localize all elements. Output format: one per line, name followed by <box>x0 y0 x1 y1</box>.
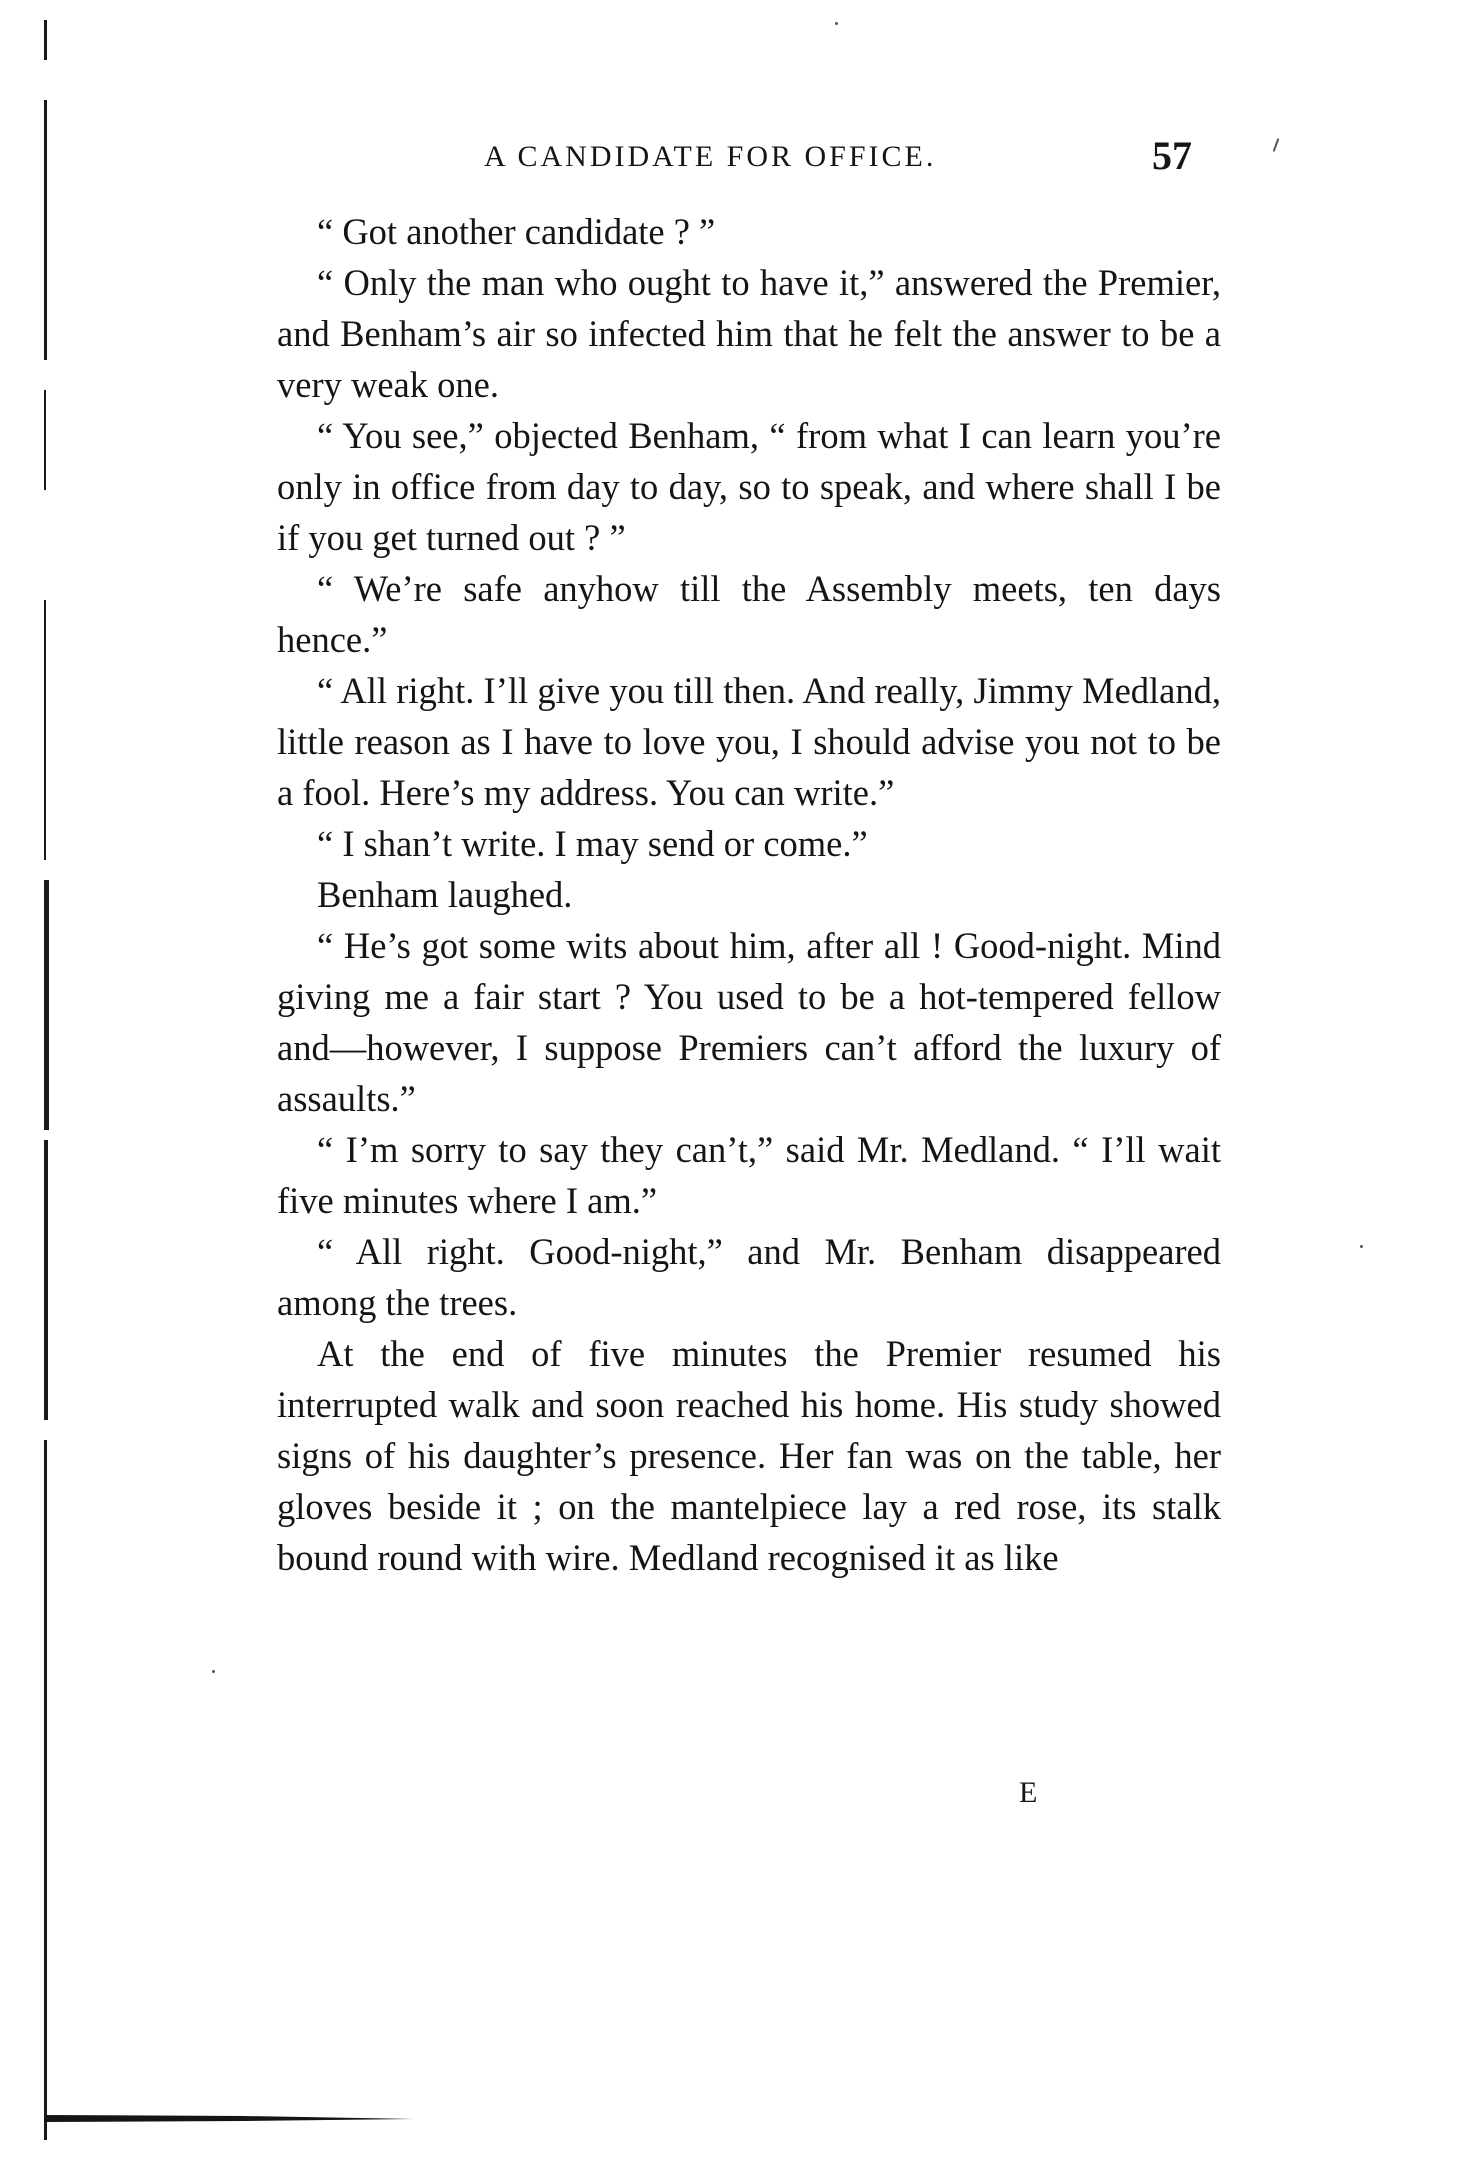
signature-mark: E <box>1019 1776 1039 1809</box>
paragraph: “ All right. I’ll give you till then. And really, Jimmy Medland, little reason as I have to love you, I should advise you not to be a fool. Here’s my address. You can write.” <box>277 670 1221 813</box>
scan-speck <box>212 1670 215 1673</box>
body-text <box>277 206 1221 1583</box>
paragraph: “ Got another candidate ? ” <box>317 211 716 252</box>
paragraph: Benham laughed. <box>317 874 573 915</box>
paragraph: “ All right. Good-night,” and Mr. Benham disappeared among the trees. <box>277 1231 1221 1323</box>
running-head <box>0 132 1478 182</box>
binding-bottom-rule <box>44 2110 414 2120</box>
paragraph: “ He’s got some wits about him, after all ! Good-night. Mind giving me a fair start ? You used to be a hot-tempered fellow and—however, I suppose Premiers can’t afford the luxury of assaults.” <box>277 925 1221 1119</box>
paragraph: “ Only the man who ought to have it,” answered the Premier, and Benham’s air so infected him that he felt the answer to be a very weak one. <box>277 262 1221 405</box>
binding-edge-shadow <box>44 20 50 2130</box>
paragraph: At the end of five minutes the Premier resumed his interrupted walk and soon reached his home. His study showed signs of his daughter’s presence. Her fan was on the table, her gloves beside it ; on the mantelpiece lay a red rose, its stalk bound round with wire. Medland recognised it as like <box>277 1333 1221 1578</box>
page-number: 57 <box>1152 133 1192 178</box>
paragraph: “ I shan’t write. I may send or come.” <box>317 823 868 864</box>
running-head-title: A CANDIDATE FOR OFFICE. <box>484 140 937 173</box>
paragraph: “ You see,” objected Benham, “ from what I can learn you’re only in office from day to day, so to speak, and where shall I be if you get turned out ? ” <box>277 415 1221 558</box>
paragraph: “ We’re safe anyhow till the Assembly meets, ten days hence.” <box>277 568 1221 660</box>
paragraph: “ I’m sorry to say they can’t,” said Mr. Medland. “ I’ll wait five minutes where I am.” <box>277 1129 1221 1221</box>
scan-speck <box>835 22 838 25</box>
scan-speck <box>1360 1245 1363 1248</box>
